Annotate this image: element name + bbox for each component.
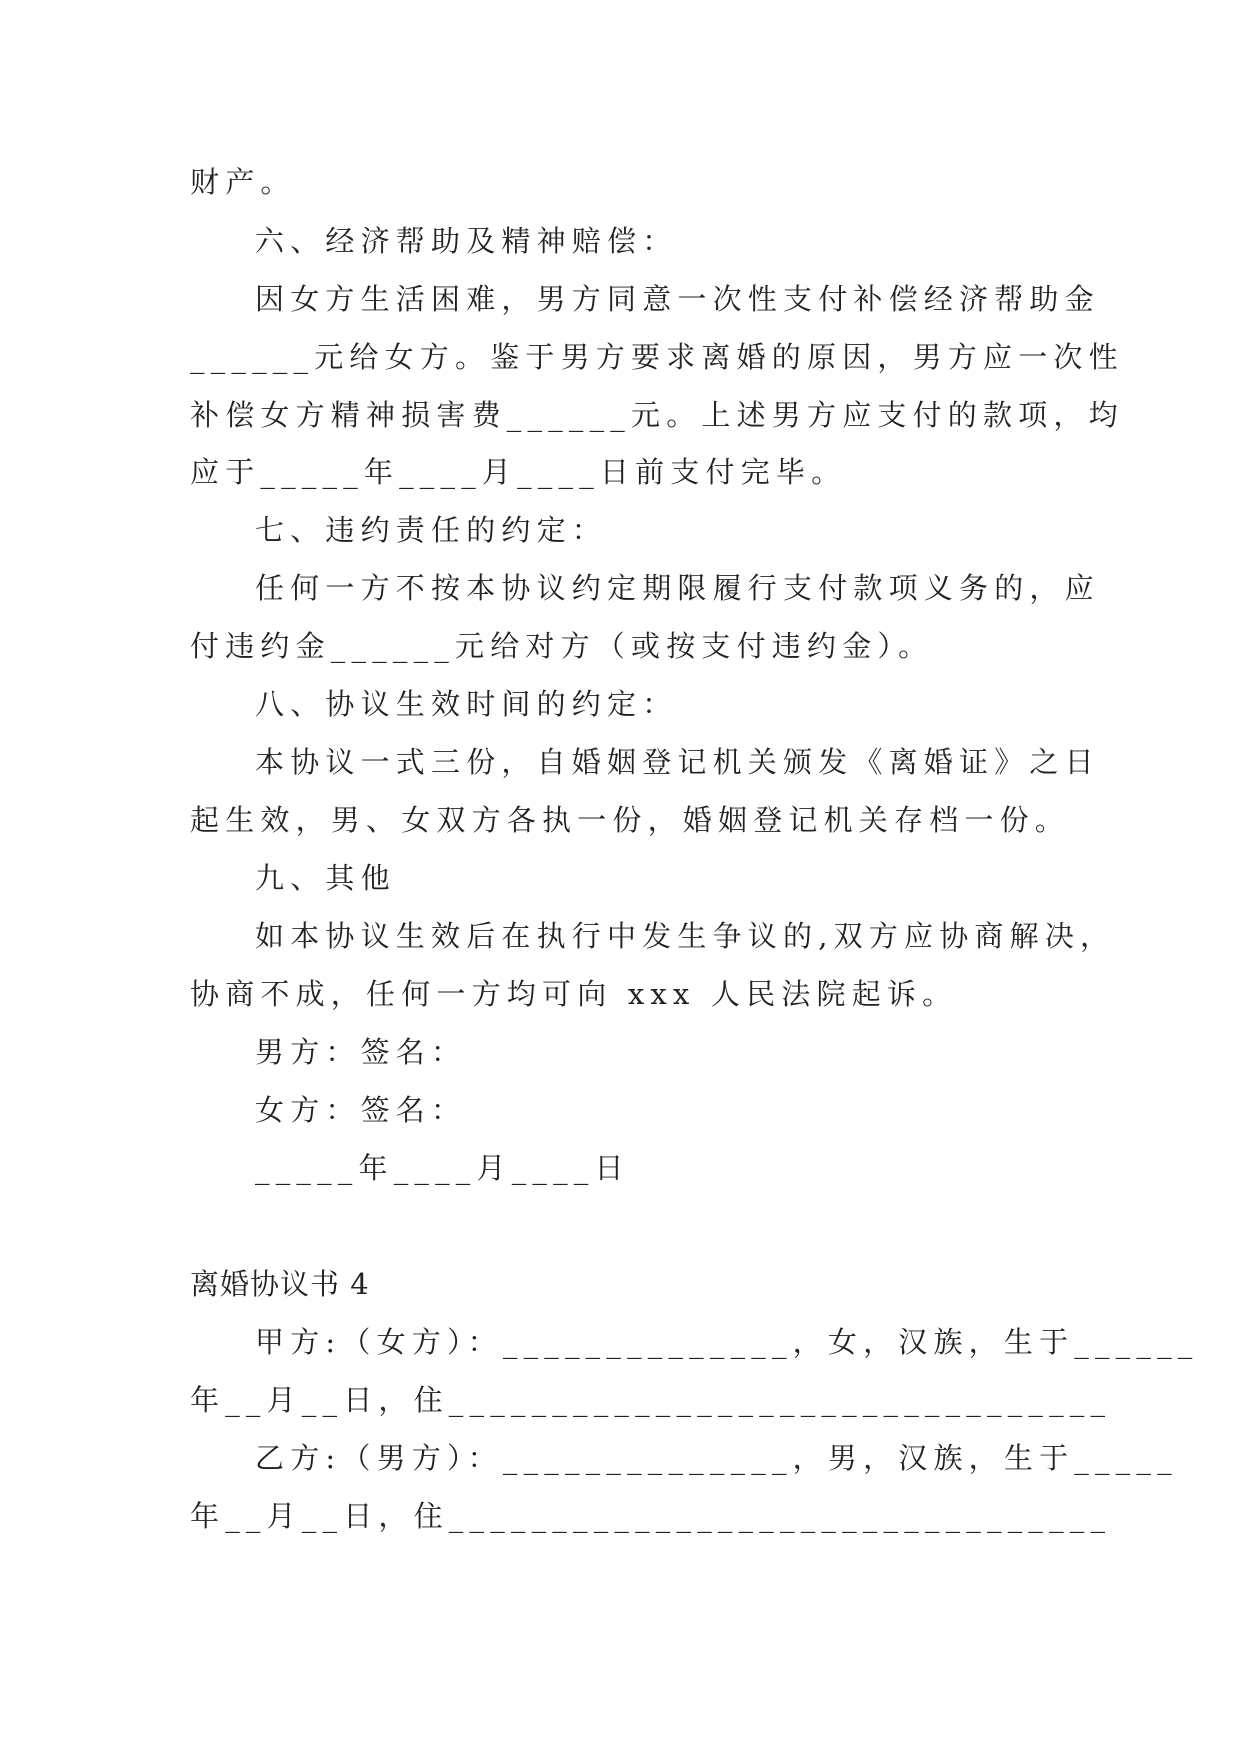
party-a-line: 甲方:（女方）：______________，女，汉族，生于______ [255, 1325, 1199, 1359]
paragraph-line: 起生效，男、女双方各执一份，婚姻登记机关存档一份。 [190, 803, 1071, 837]
paragraph-line: 应于_____年____月____日前支付完毕。 [190, 455, 847, 489]
paragraph-line: ______元给女方。鉴于男方要求离婚的原因，男方应一次性 [190, 340, 1124, 374]
party-b-address-line: 年__月__日，住________________________________ [190, 1499, 1112, 1533]
section-heading-7: 七、违约责任的约定： [255, 513, 608, 547]
paragraph-line: 任何一方不按本协议约定期限履行支付款项义务的，应 [255, 571, 1100, 605]
paragraph-line: 本协议一式三份，自婚姻登记机关颁发《离婚证》之日 [255, 745, 1100, 779]
paragraph-line: 财产。 [190, 165, 296, 199]
section-heading-9: 九、其他 [255, 861, 396, 895]
paragraph-line: 协商不成，任何一方均可向 xxx 人民法院起诉。 [190, 977, 958, 1011]
date-line: _____年____月____日 [255, 1151, 630, 1185]
agreement-title: 离婚协议书 4 [190, 1267, 370, 1301]
party-b-line: 乙方:（男方）：______________，男，汉族，生于_____ [255, 1441, 1178, 1475]
section-heading-6: 六、经济帮助及精神赔偿： [255, 224, 678, 258]
party-a-address-line: 年__月__日，住________________________________ [190, 1383, 1112, 1417]
paragraph-line: 如本协议生效后在执行中发生争议的,双方应协商解决， [255, 919, 1116, 953]
section-heading-8: 八、协议生效时间的约定： [255, 687, 678, 721]
wife-signature-line: 女方：签名： [255, 1093, 467, 1127]
husband-signature-line: 男方：签名： [255, 1035, 467, 1069]
paragraph-line: 因女方生活困难，男方同意一次性支付补偿经济帮助金 [255, 282, 1100, 316]
paragraph-line: 补偿女方精神损害费______元。上述男方应支付的款项，均 [190, 398, 1124, 432]
paragraph-line: 付违约金______元给对方（或按支付违约金）。 [190, 629, 934, 663]
